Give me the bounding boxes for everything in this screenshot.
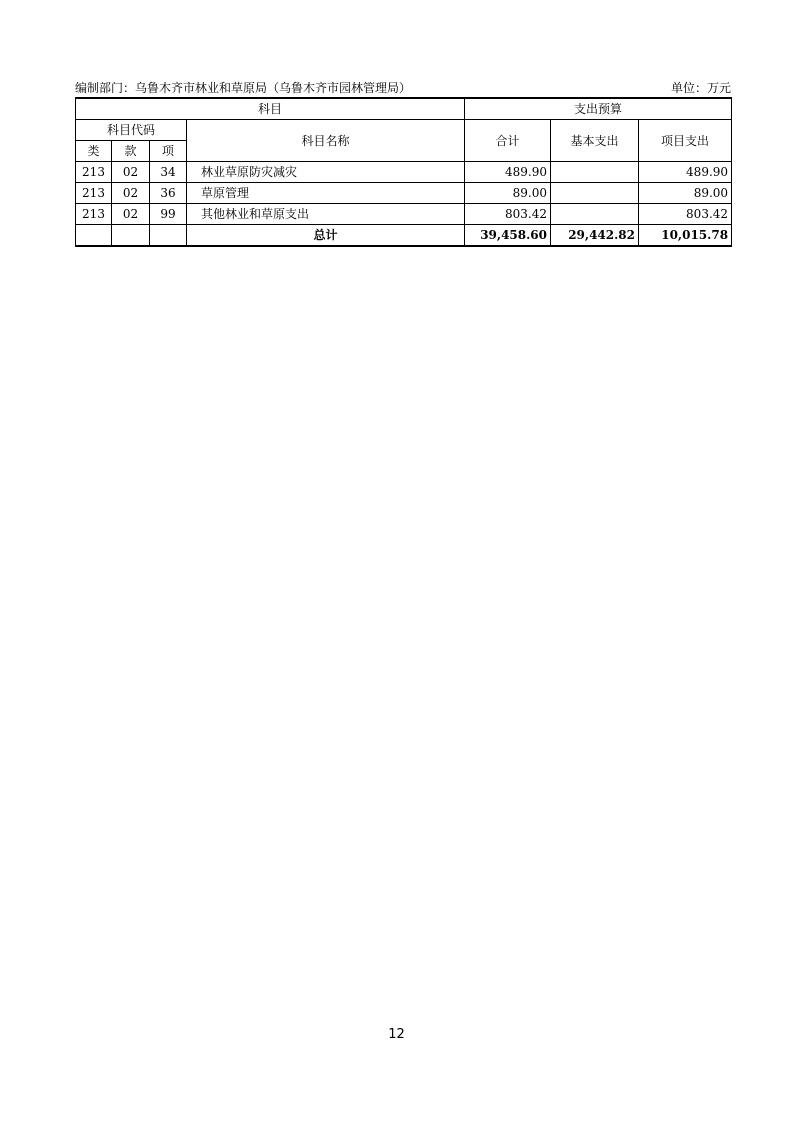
basic-cell [551,162,639,183]
project-cell: 89.00 [639,183,732,204]
total-cell: 89.00 [465,183,551,204]
basic-cell [551,204,639,225]
total-cell: 803.42 [465,204,551,225]
subject-name-header: 科目名称 [187,120,465,162]
table-row [76,162,732,183]
summary-label: 总计 [187,225,465,247]
basic-cell [551,183,639,204]
empty-cell [76,225,112,247]
lei-cell: 213 [76,183,112,204]
budget-header: 支出预算 [465,98,732,120]
empty-cell [150,225,187,247]
header-row-2 [76,120,732,141]
summary-row [76,225,732,247]
name-cell: 草原管理 [187,183,465,204]
name-cell: 林业草原防灾减灾 [187,162,465,183]
summary-total: 39,458.60 [465,225,551,247]
subject-header: 科目 [76,98,465,120]
budget-table [75,97,732,247]
unit-label: 单位：万元 [670,81,731,95]
kuan-header: 款 [112,141,150,162]
kuan-cell: 02 [112,183,150,204]
lei-header: 类 [76,141,112,162]
name-cell: 其他林业和草原支出 [187,204,465,225]
lei-cell: 213 [76,204,112,225]
project-cell: 803.42 [639,204,732,225]
project-header: 项目支出 [639,120,732,162]
xiang-cell: 36 [150,183,187,204]
basic-header: 基本支出 [551,120,639,162]
department-label: 编制部门：乌鲁木齐市林业和草原局（乌鲁木齐市园林管理局） [75,81,412,95]
xiang-cell: 99 [150,204,187,225]
summary-basic: 29,442.82 [551,225,639,247]
header-row-1 [76,98,732,120]
empty-cell [112,225,150,247]
page-number: 12 [388,1027,405,1042]
xiang-header: 项 [150,141,187,162]
total-header: 合计 [465,120,551,162]
xiang-cell: 34 [150,162,187,183]
report-header [75,79,731,95]
kuan-cell: 02 [112,162,150,183]
table-row [76,204,732,225]
summary-project: 10,015.78 [639,225,732,247]
project-cell: 489.90 [639,162,732,183]
table-row [76,183,732,204]
subject-code-header: 科目代码 [76,120,187,141]
kuan-cell: 02 [112,204,150,225]
lei-cell: 213 [76,162,112,183]
total-cell: 489.90 [465,162,551,183]
